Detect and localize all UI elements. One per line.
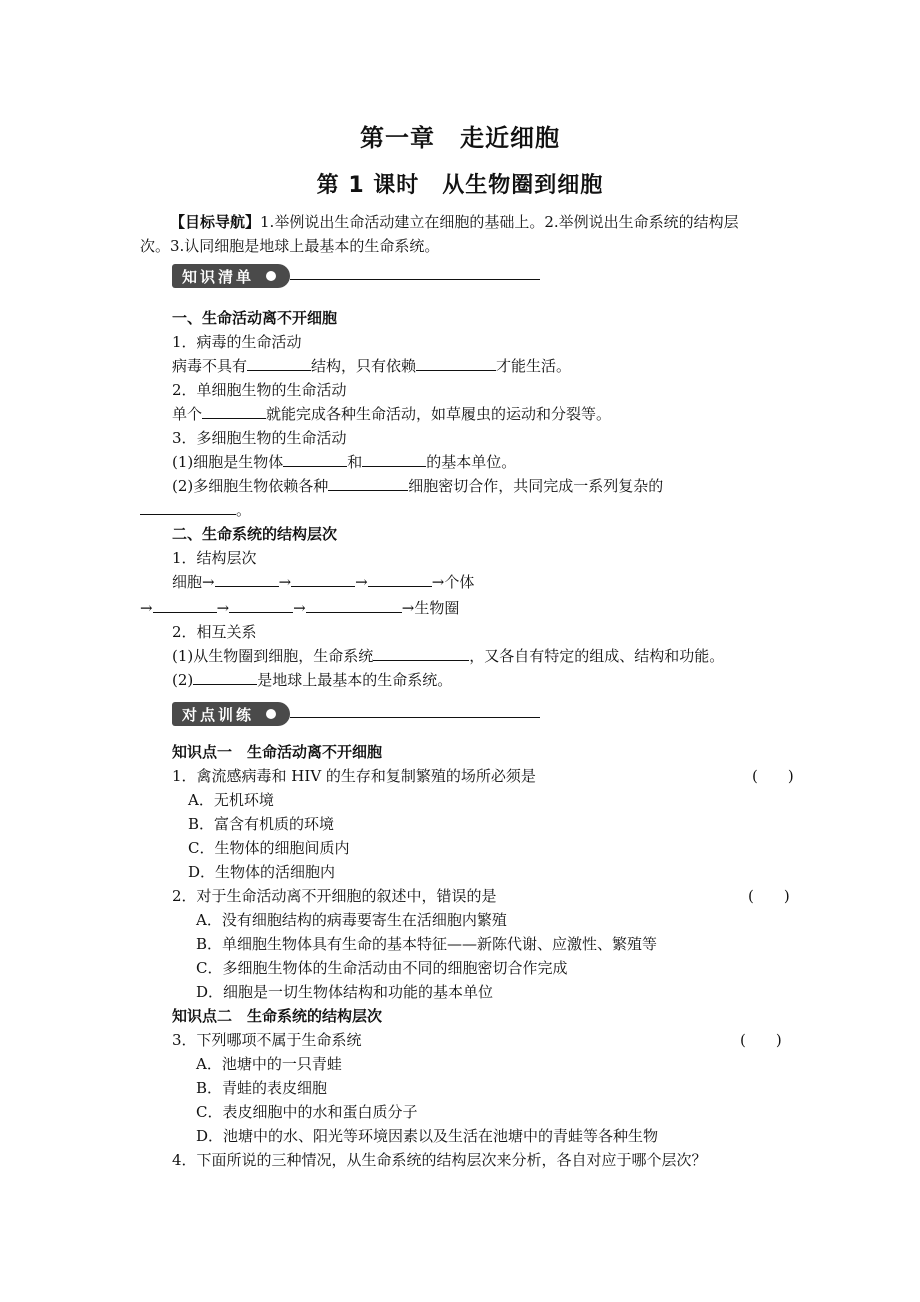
hierarchy-line-1 — [172, 572, 474, 592]
section-heading-1: 一、生命活动离不开细胞 — [172, 309, 338, 327]
fill-line — [140, 500, 251, 520]
objectives-label: 【目标导航】 — [170, 213, 261, 231]
arrow-icon: → — [216, 599, 230, 617]
blank — [373, 646, 469, 661]
subsection-title: 1．结构层次 — [172, 549, 257, 567]
fill-line — [172, 404, 611, 424]
fill-line — [172, 356, 571, 376]
arrow-icon: → — [355, 573, 368, 591]
question-2: 2．对于生命活动离不开细胞的叙述中，错误的是 — [172, 887, 497, 905]
option: D．池塘中的水、阳光等环境因素以及生活在池塘中的青蛙等各种生物 — [196, 1127, 659, 1145]
text: 是地球上最基本的生命系统。 — [257, 671, 453, 689]
subsection-title: 2．相互关系 — [172, 623, 257, 641]
blank — [416, 356, 496, 371]
text: 细胞密切合作，共同完成一系列复杂的 — [408, 477, 664, 495]
text: (1)细胞是生物体 — [172, 453, 284, 471]
question-4: 4．下面所说的三种情况，从生命系统的结构层次来分析，各自对应于哪个层次？ — [172, 1151, 707, 1169]
text: 和 — [347, 453, 363, 471]
objectives-line-2: 次。3.认同细胞是地球上最基本的生命系统。 — [140, 237, 440, 255]
arrow-icon: → — [278, 573, 292, 591]
option: C．生物体的细胞间质内 — [188, 839, 350, 857]
text: 的基本单位。 — [426, 453, 517, 471]
banner-label: 对点训练 — [182, 706, 255, 724]
blank — [140, 500, 236, 515]
option: D．生物体的活细胞内 — [188, 863, 336, 881]
objectives-line-1 — [170, 212, 739, 232]
text: 单个 — [172, 405, 203, 423]
option: A．池塘中的一只青蛙 — [196, 1055, 342, 1073]
banner-rule — [290, 279, 540, 280]
blank — [202, 404, 266, 419]
option: D．细胞是一切生物体结构和功能的基本单位 — [196, 983, 494, 1001]
arrow-icon: → — [431, 573, 445, 591]
option: B．单细胞生物体具有生命的基本特征——新陈代谢、应激性、繁殖等 — [196, 935, 658, 953]
chapter-title: 第一章 走近细胞 — [360, 124, 560, 152]
option: B．青蛙的表皮细胞 — [196, 1079, 328, 1097]
text: 。 — [236, 501, 252, 519]
blank — [283, 452, 347, 467]
dot-icon — [266, 709, 276, 719]
banner-practice — [172, 702, 542, 726]
answer-paren: ( ) — [752, 767, 794, 785]
blank — [247, 356, 311, 371]
blank — [328, 476, 408, 491]
text: 病毒不具有 — [172, 357, 248, 375]
objectives-text-1: 1.举例说出生命活动建立在细胞的基础上。2.举例说出生命系统的结构层 — [260, 213, 739, 231]
fill-line — [172, 670, 452, 690]
arrow-icon: → — [293, 599, 306, 617]
dot-icon — [266, 271, 276, 281]
option: B．富含有机质的环境 — [188, 815, 335, 833]
arrow-icon: → — [140, 599, 153, 617]
answer-paren: ( ) — [740, 1031, 782, 1049]
option: C．多细胞生物体的生命活动由不同的细胞密切合作完成 — [196, 959, 568, 977]
blank — [215, 572, 279, 587]
blank — [306, 598, 402, 613]
blank — [291, 572, 355, 587]
text: 才能生活。 — [496, 357, 572, 375]
knowledge-point-1: 知识点一 生命活动离不开细胞 — [172, 743, 383, 761]
banner-label: 知识清单 — [182, 268, 255, 286]
section-heading-2: 二、生命系统的结构层次 — [172, 525, 338, 543]
blank — [362, 452, 426, 467]
option: C．表皮细胞中的水和蛋白质分子 — [196, 1103, 418, 1121]
text: (2)多细胞生物依赖各种 — [172, 477, 329, 495]
text: (2) — [172, 671, 194, 689]
hierarchy-line-2 — [140, 598, 459, 618]
option: A．无机环境 — [188, 791, 274, 809]
fill-line — [172, 452, 516, 472]
blank — [229, 598, 293, 613]
fill-line — [172, 476, 663, 496]
text: 生物圈 — [414, 599, 460, 617]
option: A．没有细胞结构的病毒要寄生在活细胞内繁殖 — [196, 911, 507, 929]
arrow-icon: → — [401, 599, 415, 617]
subsection-title: 2．单细胞生物的生命活动 — [172, 381, 347, 399]
question-1: 1．禽流感病毒和 HIV 的生存和复制繁殖的场所必须是 — [172, 767, 536, 785]
text: (1)从生物圈到细胞，生命系统 — [172, 647, 374, 665]
banner-knowledge-list — [172, 264, 542, 288]
blank — [193, 670, 257, 685]
text: 细胞 — [172, 573, 203, 591]
knowledge-point-2: 知识点二 生命系统的结构层次 — [172, 1007, 383, 1025]
text: ，又各自有特定的组成、结构和功能。 — [469, 647, 725, 665]
question-3: 3．下列哪项不属于生命系统 — [172, 1031, 362, 1049]
answer-paren: ( ) — [748, 887, 790, 905]
text: 结构，只有依赖 — [311, 357, 417, 375]
text: 个体 — [444, 573, 475, 591]
arrow-icon: → — [202, 573, 215, 591]
lesson-title: 第 1 课时 从生物圈到细胞 — [316, 173, 604, 198]
banner-rule — [290, 717, 540, 718]
subsection-title: 3．多细胞生物的生命活动 — [172, 429, 347, 447]
fill-line — [172, 646, 724, 666]
subsection-title: 1．病毒的生命活动 — [172, 333, 302, 351]
blank — [368, 572, 432, 587]
text: 就能完成各种生命活动，如草履虫的运动和分裂等。 — [266, 405, 612, 423]
blank — [153, 598, 217, 613]
